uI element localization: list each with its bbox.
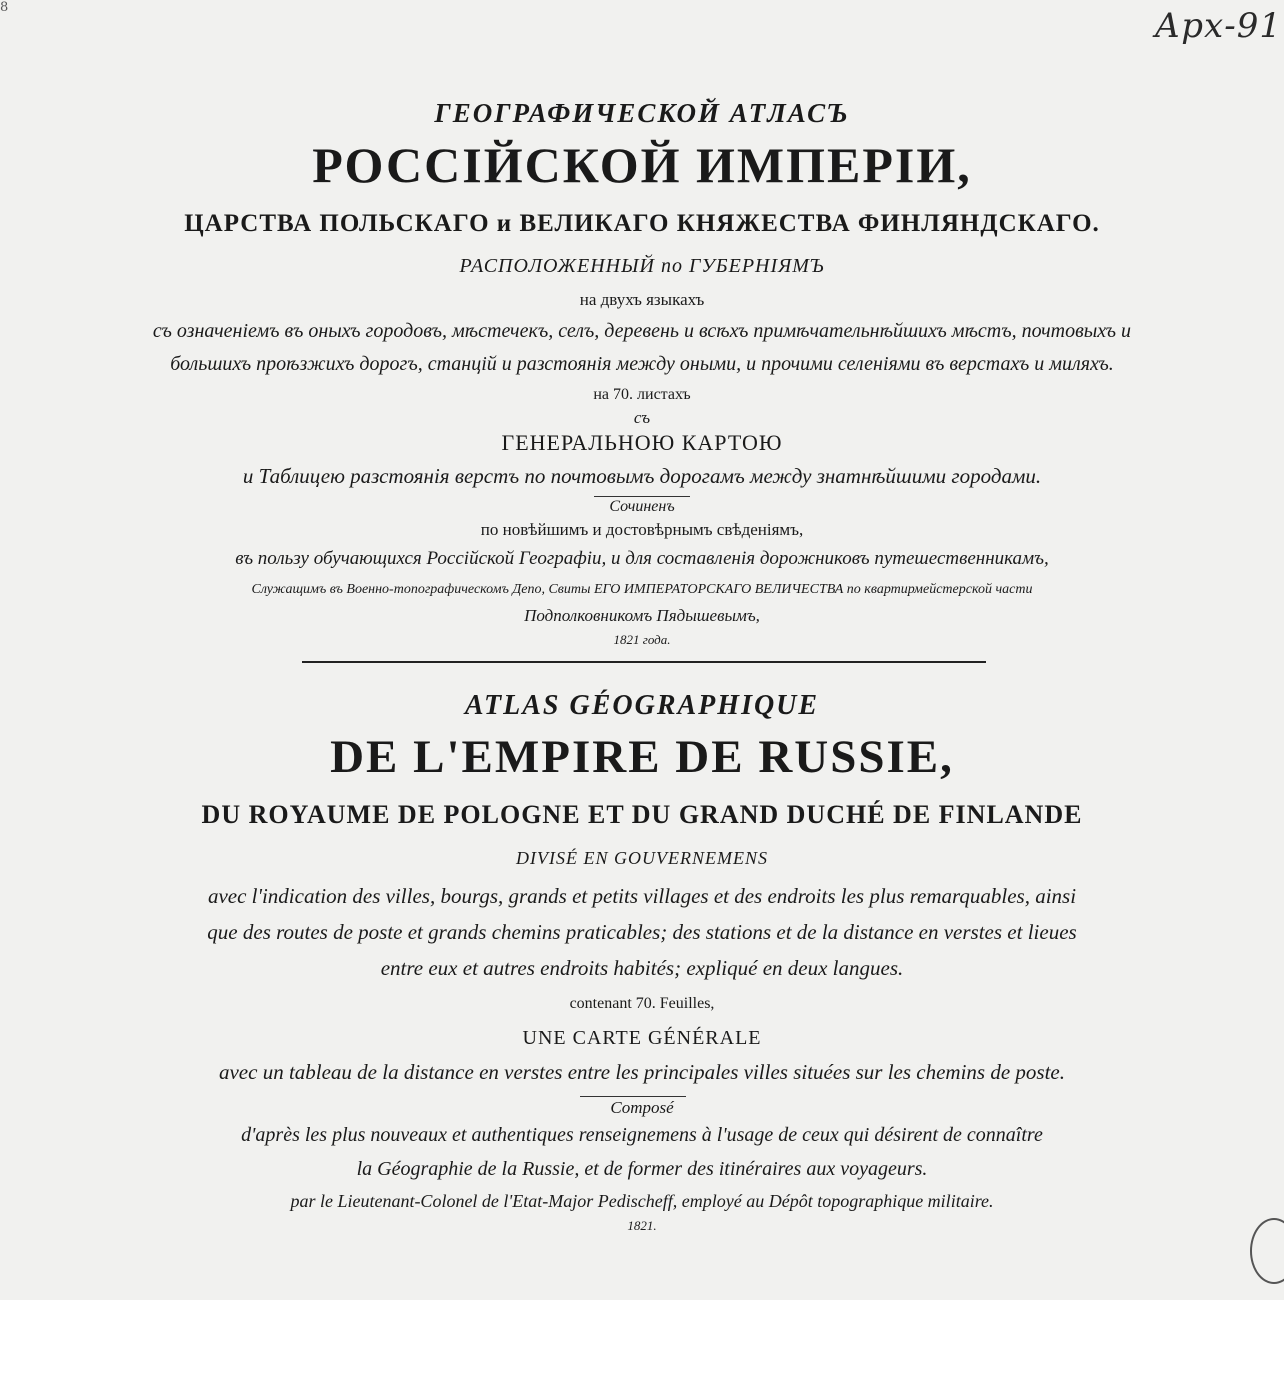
ru-sources: по новѣйшимъ и достовѣрнымъ свѣденіямъ, <box>480 520 804 539</box>
fr-composed: Composé <box>610 1098 674 1117</box>
ru-gubernii: РАСПОЛОЖЕННЫЙ по ГУБЕРНІЯМЪ <box>459 255 825 277</box>
ru-with: съ <box>633 408 651 427</box>
ru-title: ГЕОГРАФИЧЕСКОЙ АТЛАСЪ <box>434 98 850 128</box>
section-divider <box>302 661 986 663</box>
ru-desc-2: большихъ проѣзжихъ дорогъ, станцій и разстоянія между оными, и прочими селеніями въ верстахъ и миляхъ. <box>170 353 1114 375</box>
ru-languages: на двухъ языкахъ <box>579 290 705 309</box>
ru-kingdoms: ЦАРСТВА ПОЛЬСКАГО и ВЕЛИКАГО КНЯЖЕСТВА ФИНЛЯНДСКАГО. <box>184 210 1100 237</box>
fr-sheets: contenant 70. Feuilles, <box>569 995 715 1012</box>
corner-mark: 8 <box>0 0 9 15</box>
ru-purpose: въ пользу обучающихся Россійской Географіи, и для составленія дорожниковъ путешественникамъ, <box>235 548 1049 569</box>
ru-desc-1: съ означеніемъ въ оныхъ городовъ, мѣстечекъ, селъ, деревень и всѣхъ примѣчательнѣйшихъ мѣстъ, почтовыхъ и <box>152 320 1132 342</box>
archive-mark: Арх-91 <box>1154 6 1282 46</box>
fr-table: avec un tableau de la distance en verstes entre les principales villes situées sur les chemins de poste. <box>218 1060 1066 1084</box>
fr-desc-1: avec l'indication des villes, bourgs, grands et petits villages et des endroits les plus remarquables, ainsi <box>207 884 1077 908</box>
fr-desc-3: entre eux et autres endroits habités; expliqué en deux langues. <box>380 956 904 980</box>
bottom-margin <box>0 1300 1284 1390</box>
fr-general-map: UNE CARTE GÉNÉRALE <box>522 1027 762 1049</box>
ru-divider-short <box>594 496 690 497</box>
ru-empire: РОССІЙСКОЙ ИМПЕРІИ, <box>312 137 972 193</box>
fr-divider-short <box>580 1096 686 1097</box>
ru-table: и Таблицею разстоянія верстъ по почтовымъ дорогамъ между знатнѣйшими городами. <box>242 464 1042 488</box>
ru-depot: Служащимъ въ Военно-топографическомъ Депо, Свиты ЕГО ИМПЕРАТОРСКАГО ВЕЛИЧЕСТВА по квартирмейстерской части <box>251 582 1033 597</box>
fr-title: ATLAS GÉOGRAPHIQUE <box>464 690 820 721</box>
ru-year: 1821 года. <box>613 632 671 647</box>
ru-composed: Сочиненъ <box>609 498 675 515</box>
fr-divided: DIVISÉ EN GOUVERNEMENS <box>516 848 768 868</box>
fr-author: par le Lieutenant-Colonel de l'Etat-Major Pedischeff, employé au Dépôt topographique militaire. <box>290 1191 994 1211</box>
ru-author: Подполковникомъ Пядышевымъ, <box>524 606 760 625</box>
fr-empire: DE L'EMPIRE DE RUSSIE, <box>330 731 954 783</box>
fr-purpose: la Géographie de la Russie, et de former des itinéraires aux voyageurs. <box>356 1158 928 1180</box>
fr-desc-2: que des routes de poste et grands chemins praticables; des stations et de la distance en verstes et lieues <box>207 920 1077 944</box>
ru-sheets: на 70. листахъ <box>593 386 691 403</box>
fr-sources: d'après les plus nouveaux et authentiques renseignemens à l'usage de ceux qui désirent de connaître <box>241 1124 1043 1146</box>
fr-kingdoms: DU ROYAUME DE POLOGNE ET DU GRAND DUCHÉ DE FINLANDE <box>201 800 1083 829</box>
ru-general-map: ГЕНЕРАЛЬНОЮ КАРТОЮ <box>501 430 783 455</box>
fr-year: 1821. <box>627 1218 657 1233</box>
